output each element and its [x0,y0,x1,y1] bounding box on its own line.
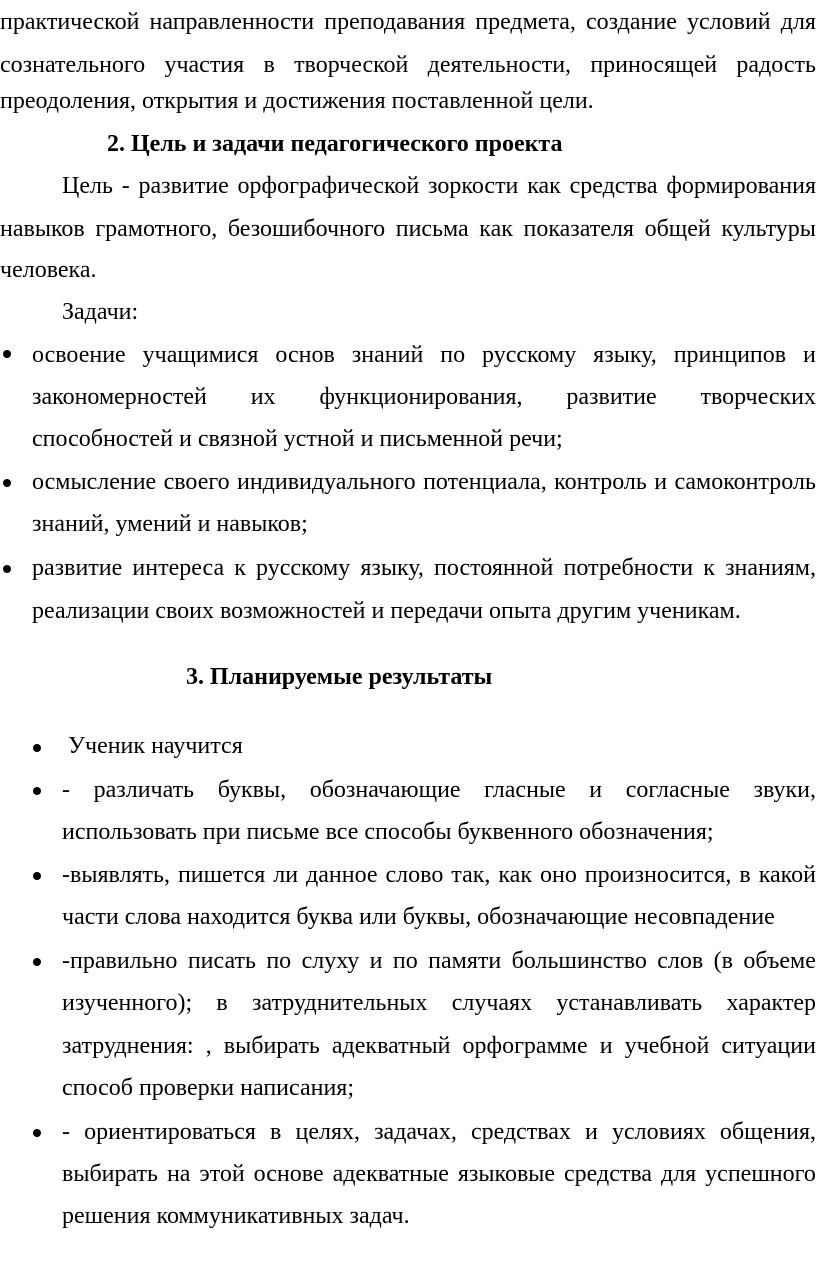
goal-line [62,171,816,201]
word: звуки, [753,777,816,803]
word: затруднительных [252,990,428,1016]
word: к [703,555,715,581]
word: буквы, [217,777,287,803]
word: согласные [625,777,730,803]
word: ли [273,862,299,888]
word: русскому [482,342,577,368]
word: так, [451,862,491,888]
task-line [32,467,816,497]
intro-line [0,50,816,80]
bullet-icon [3,350,11,358]
word: навыков [0,216,85,242]
word: потенциала, [423,469,547,495]
goal-line: человека. [0,257,97,283]
word: и [369,948,383,974]
word: творческой [294,52,409,78]
word: общей [644,216,711,242]
word: радость [736,52,816,78]
word: к [234,555,246,581]
word: - [62,777,70,803]
word: основ [275,342,335,368]
word: для [780,9,816,35]
word: (в [713,948,733,974]
word: сознательного [0,52,146,78]
word: этой [199,1161,245,1187]
intro-line [0,7,816,37]
word: данное [306,862,378,888]
word: языку, [593,342,657,368]
word: по [392,948,418,974]
result-line [62,860,816,890]
word: целях, [295,1119,360,1145]
word: основе [253,1161,324,1187]
word: языковые [457,1161,556,1187]
word: освоение [32,342,126,368]
task-line: способностей и связной устной и письменной речи; [32,426,563,452]
bullet-icon [33,1129,41,1137]
word: приносящей [590,52,718,78]
word: ситуации [721,1033,816,1059]
word: в [263,52,275,78]
word: в [739,862,751,888]
word: культуры [721,216,816,242]
result-line [62,775,816,805]
word: и [654,469,668,495]
word: адекватные [332,1161,449,1187]
word: творческих [700,384,816,410]
word: -правильно [62,948,178,974]
word: памяти [428,948,502,974]
word: большинство [511,948,647,974]
word: и [589,777,603,803]
word: знаний [351,342,424,368]
section-heading: 3. Планируемые результаты [186,664,493,690]
word: интереса [132,555,225,581]
word: их [250,384,276,410]
word: преподавания [324,9,466,35]
bullet-icon [33,872,41,880]
word: закономерностей [32,384,207,410]
word: функционирования, [319,384,523,410]
word: выбирать [223,1033,320,1059]
word: развитие [566,384,657,410]
result-line: использовать при письме все способы буквенного обозначения; [62,819,714,845]
word: ориентироваться [84,1119,256,1145]
word: развитие [32,555,123,581]
task-line [32,382,816,412]
word: средства [569,173,658,199]
result-line [62,946,816,976]
goal-line [0,214,816,244]
result-line: способ проверки написания; [62,1075,355,1101]
word: случаях [451,990,533,1016]
word: орфограмме [462,1033,588,1059]
word: и [585,1119,598,1145]
word: учебной [624,1033,710,1059]
task-line: реализации своих возможностей и передачи опыта другим ученикам. [32,598,741,624]
word: задачах, [374,1119,457,1145]
word: , [205,1033,212,1059]
word: и [599,1033,613,1059]
tasks-label: Задачи: [62,299,139,325]
word: потребности [563,555,694,581]
word: письма [395,216,469,242]
result-line [62,988,816,1018]
word: успешного [705,1161,816,1187]
result-line [62,1031,816,1061]
word: самоконтроль [674,469,816,495]
result-line [62,1159,816,1189]
word: зоркости [428,173,519,199]
word: Цель [62,173,113,199]
word: знаниям, [725,555,816,581]
word: слов [657,948,704,974]
word: слово [385,862,444,888]
result-line: решения коммуникативных задач. [62,1203,410,1229]
word: своего [163,469,230,495]
word: - [62,1119,70,1145]
word: на [166,1161,191,1187]
bullet-icon [3,479,11,487]
result-line: части слова находится буква или буквы, обозначающие несовпадение [62,904,775,930]
word: учащимися [142,342,259,368]
bullet-icon [3,565,11,573]
bullet-icon [33,787,41,795]
word: различать [93,777,195,803]
word: как [479,216,513,242]
word: участия [164,52,245,78]
word: объеме [743,948,816,974]
task-line: знаний, умений и навыков; [32,511,308,537]
word: показателя [523,216,634,242]
word: выбирать [62,1161,158,1187]
result-line: Ученик научится [62,733,243,759]
word: безошибочного [227,216,386,242]
word: создание [585,9,677,35]
word: условий [686,9,771,35]
word: языку, [360,555,424,581]
section-heading: 2. Цель и задачи педагогического проекта [107,131,563,157]
word: и [803,342,816,368]
word: развитие [138,173,229,199]
word: деятельности, [427,52,572,78]
intro-line: преодоления, открытия и достижения поставленной цели. [0,88,594,114]
word: грамотного, [95,216,218,242]
word: принципов [673,342,787,368]
word: устанавливать [556,990,703,1016]
bullet-icon [33,744,41,752]
word: оно [539,862,577,888]
word: -выявлять, [62,862,170,888]
word: предмета, [475,9,576,35]
word: как [527,173,561,199]
word: по [266,948,292,974]
word: адекватный [331,1033,451,1059]
word: осмысление [32,469,157,495]
word: условиях [611,1119,706,1145]
word: контроль [554,469,647,495]
word: для [660,1161,697,1187]
task-line [32,340,816,370]
word: средства [564,1161,653,1187]
word: общения, [719,1119,816,1145]
result-line [62,1117,816,1147]
word: гласные [484,777,566,803]
word: писать [187,948,256,974]
word: слуху [301,948,360,974]
word: по [440,342,466,368]
word: формирования [666,173,816,199]
word: обозначающие [309,777,461,803]
word: постоянной [434,555,554,581]
bullet-icon [33,958,41,966]
word: какой [758,862,816,888]
word: практической [0,9,140,35]
word: средствах [470,1119,571,1145]
word: русскому [256,555,351,581]
word: в [216,990,228,1016]
word: орфографической [237,173,420,199]
word: - [121,173,130,199]
word: индивидуального [236,469,416,495]
word: направленности [149,9,315,35]
word: как [498,862,532,888]
word: в [270,1119,282,1145]
word: пишется [177,862,266,888]
word: затруднения: [62,1033,194,1059]
word: изученного); [62,990,193,1016]
word: произносится, [584,862,732,888]
task-line [32,553,816,583]
word: характер [726,990,816,1016]
